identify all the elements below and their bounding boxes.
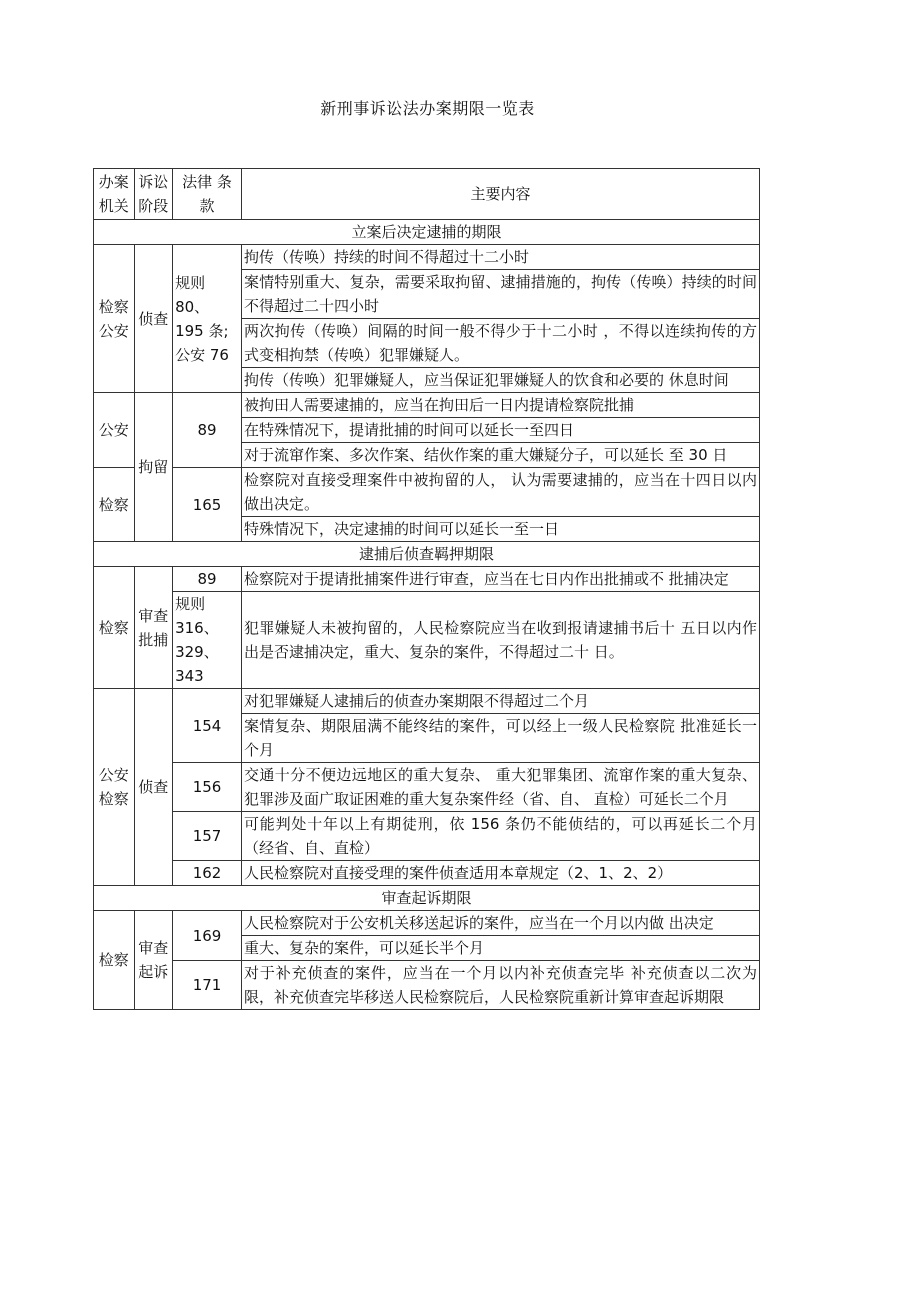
- stage-cell: 侦查: [134, 689, 173, 886]
- page-title: 新刑事诉讼法办案期限一览表: [320, 99, 535, 118]
- header-row: [94, 169, 760, 220]
- law-cell: 154: [173, 689, 242, 763]
- agency-cell: 检察公安: [94, 245, 135, 393]
- table-row: [94, 592, 760, 689]
- content-cell: 对于流窜作案、多次作案、结伙作案的重大嫌疑分子，可以延长 至 30 日: [241, 443, 759, 468]
- law-cell: 规则 80、 195 条; 公安 76: [173, 245, 242, 393]
- content-cell: 对于补充侦查的案件，应当在一个月以内补充侦查完毕 补充侦查以二次为限，补充侦查完毕移送人民检察院后，人民检察院重新计算审查起诉期限: [241, 961, 759, 1010]
- content-cell: 两次拘传（传唤）间隔的时间一般不得少于十二小时 ，不得以连续拘传的方式变相拘禁（传唤）犯罪嫌疑人。: [241, 319, 759, 368]
- content-cell: 检察院对于提请批捕案件进行审查，应当在七日内作出批捕或不 批捕决定: [241, 567, 759, 592]
- deadline-table: [93, 168, 760, 1010]
- table-row: [94, 861, 760, 886]
- law-cell: 规则 316、 329、 343: [173, 592, 242, 689]
- header-stage: 诉讼阶段: [134, 169, 173, 220]
- content-cell: 检察院对直接受理案件中被拘留的人， 认为需要逮捕的，应当在十四日以内做出决定。: [241, 468, 759, 517]
- law-cell: 89: [173, 393, 242, 468]
- table-row: [94, 393, 760, 418]
- content-cell: 人民检察院对直接受理的案件侦查适用本章规定（2、1、2、2）: [241, 861, 759, 886]
- content-cell: 可能判处十年以上有期徒刑，依 156 条仍不能侦结的，可以再延长二个月（经省、自、直检）: [241, 812, 759, 861]
- content-cell: 拘传（传唤）犯罪嫌疑人，应当保证犯罪嫌疑人的饮食和必要的 休息时间: [241, 368, 759, 393]
- section-row: [94, 542, 760, 567]
- stage-cell: 审查起诉: [134, 911, 173, 1010]
- content-cell: 案情特别重大、复杂，需要采取拘留、逮捕措施的，拘传（传唤）持续的时间不得超过二十四小时: [241, 270, 759, 319]
- table-row: [94, 911, 760, 936]
- section-title: 审查起诉期限: [94, 886, 760, 911]
- section-row: [94, 220, 760, 245]
- law-cell: 157: [173, 812, 242, 861]
- law-cell: 169: [173, 911, 242, 961]
- content-cell: 交通十分不便边远地区的重大复杂、 重大犯罪集团、流窜作案的重大复杂、犯罪涉及面广取证困难的重大复杂案件经（省、自、 直检）可延长二个月: [241, 763, 759, 812]
- content-cell: 拘传（传唤）持续的时间不得超过十二小时: [241, 245, 759, 270]
- section-title: 逮捕后侦查羁押期限: [94, 542, 760, 567]
- content-cell: 人民检察院对于公安机关移送起诉的案件，应当在一个月以内做 出决定: [241, 911, 759, 936]
- header-content: 主要内容: [241, 169, 759, 220]
- table-row: [94, 245, 760, 270]
- agency-cell: 检察: [94, 468, 135, 542]
- content-cell: 被拘田人需要逮捕的，应当在拘田后一日内提请检察院批捕: [241, 393, 759, 418]
- law-cell: 156: [173, 763, 242, 812]
- law-cell: 89: [173, 567, 242, 592]
- table-row: [94, 689, 760, 714]
- agency-cell: 公安: [94, 393, 135, 468]
- content-cell: 案情复杂、期限届满不能终结的案件，可以经上一级人民检察院 批准延长一个月: [241, 714, 759, 763]
- header-law: 法律 条款: [173, 169, 242, 220]
- agency-cell: 检察: [94, 567, 135, 689]
- table-row: [94, 468, 760, 517]
- content-cell: 重大、复杂的案件，可以延长半个月: [241, 936, 759, 961]
- law-cell: 162: [173, 861, 242, 886]
- content-cell: 犯罪嫌疑人未被拘留的，人民检察院应当在收到报请逮捕书后十 五日以内作出是否逮捕决定，重大、复杂的案件，不得超过二十 日。: [241, 592, 759, 689]
- law-cell: 165: [173, 468, 242, 542]
- content-cell: 特殊情况下，决定逮捕的时间可以延长一至一日: [241, 517, 759, 542]
- content-cell: 在特殊情况下，提请批捕的时间可以延长一至四日: [241, 418, 759, 443]
- stage-cell: 侦查: [134, 245, 173, 393]
- law-cell: 171: [173, 961, 242, 1010]
- table-row: [94, 763, 760, 812]
- table-row: [94, 567, 760, 592]
- table-row: [94, 812, 760, 861]
- section-row: [94, 886, 760, 911]
- stage-cell: 审查批捕: [134, 567, 173, 689]
- content-cell: 对犯罪嫌疑人逮捕后的侦查办案期限不得超过二个月: [241, 689, 759, 714]
- table-row: [94, 961, 760, 1010]
- stage-cell: 拘留: [134, 393, 173, 542]
- agency-cell: 公安检察: [94, 689, 135, 886]
- section-title: 立案后决定逮捕的期限: [94, 220, 760, 245]
- agency-cell: 检察: [94, 911, 135, 1010]
- header-agency: 办案机关: [94, 169, 135, 220]
